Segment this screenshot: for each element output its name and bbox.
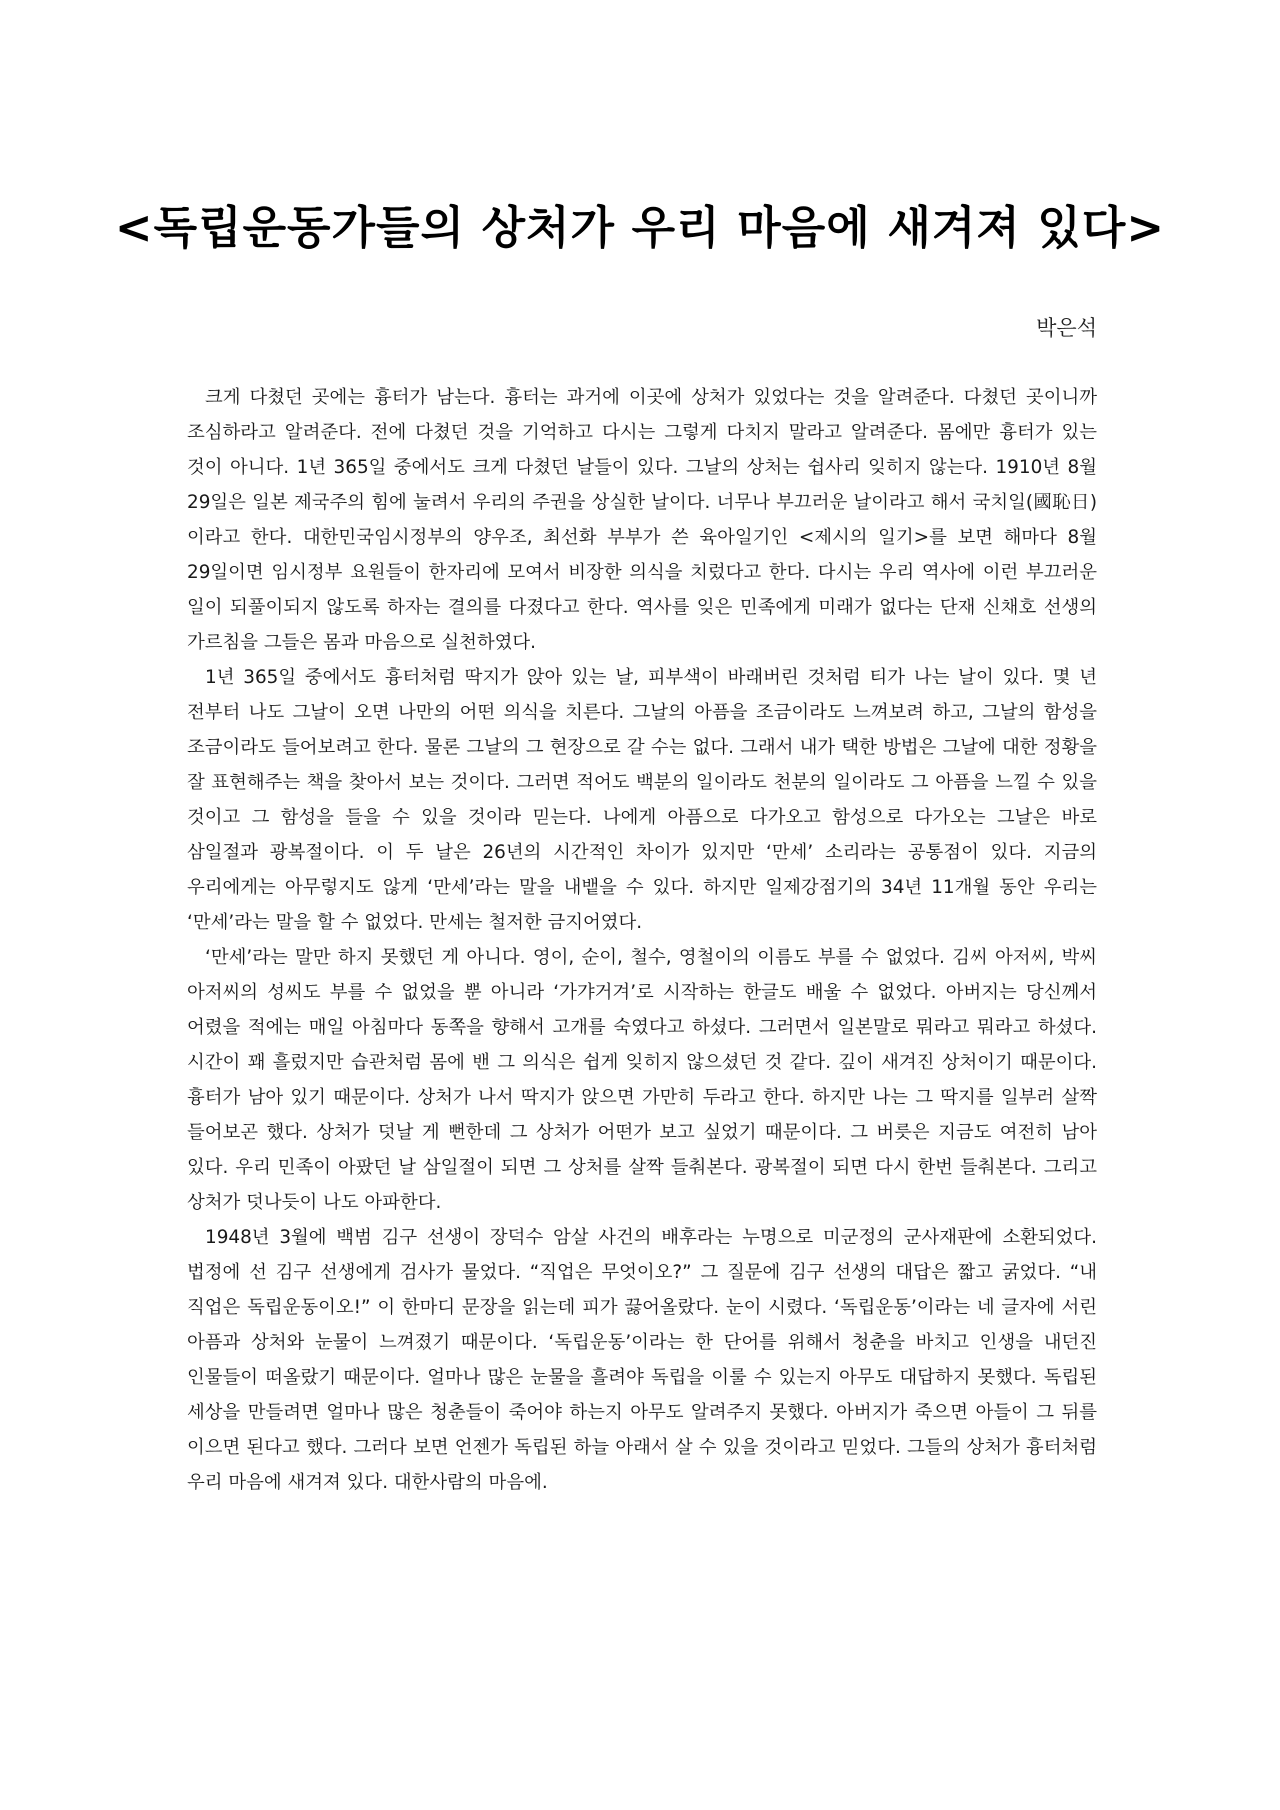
author-name: 박은석 bbox=[1036, 316, 1097, 340]
document-body bbox=[187, 380, 1097, 1500]
paragraph: 1948년 3월에 백범 김구 선생이 장덕수 암살 사건의 배후라는 누명으로 미군정의 군사재판에 소환되었다. 법정에 선 김구 선생에게 검사가 물었다. “직업은 무엇이오?” 그 질문에 김구 선생의 대답은 짧고 굵었다. “내 직업은 독립운동이오!” 이 한마디 문장을 읽는데 피가 끓어올랐다. 눈이 시렸다. ‘독립운동’이라는 네 글자에 서린 아픔과 상처와 눈물이 느껴졌기 때문이다. ‘독립운동’이라는 한 단어를 위해서 청춘을 바치고 인생을 내던진 인물들이 떠올랐기 때문이다. 얼마나 많은 눈물을 흘려야 독립을 이룰 수 있는지 아무도 대답하지 못했다. 독립된 세상을 만들려면 얼마나 많은 청춘들이 죽어야 하는지 아무도 알려주지 못했다. 아버지가 죽으면 아들이 그 뒤를 이으면 된다고 했다. 그러다 보면 언젠가 독립된 하늘 아래서 살 수 있을 것이라고 믿었다. 그들의 상처가 흉터처럼 우리 마음에 새겨져 있다. 대한사람의 마음에. bbox=[187, 1227, 1097, 1493]
paragraph: ‘만세’라는 말만 하지 못했던 게 아니다. 영이, 순이, 철수, 영철이의 이름도 부를 수 없었다. 김씨 아저씨, 박씨 아저씨의 성씨도 부를 수 없었을 뿐 아니라 ‘가갸거겨’로 시작하는 한글도 배울 수 없었다. 아버지는 당신께서 어렸을 적에는 매일 아침마다 동쪽을 향해서 고개를 숙였다고 하셨다. 그러면서 일본말로 뭐라고 뭐라고 하셨다. 시간이 꽤 흘렀지만 습관처럼 몸에 밴 그 의식은 쉽게 잊히지 않으셨던 것 같다. 깊이 새겨진 상처이기 때문이다. 흉터가 남아 있기 때문이다. 상처가 나서 딱지가 앉으면 가만히 두라고 한다. 하지만 나는 그 딱지를 일부러 살짝 들어보곤 했다. 상처가 덧날 게 뻔한데 그 상처가 어떤가 보고 싶었기 때문이다. 그 버릇은 지금도 여전히 남아 있다. 우리 민족이 아팠던 날 삼일절이 되면 그 상처를 살짝 들춰본다. 광복절이 되면 다시 한번 들춰본다. 그리고 상처가 덧나듯이 나도 아파한다. bbox=[187, 947, 1097, 1213]
document-title: <독립운동가들의 상처가 우리 마음에 새겨져 있다> bbox=[114, 201, 1166, 254]
paragraph: 크게 다쳤던 곳에는 흉터가 남는다. 흉터는 과거에 이곳에 상처가 있었다는 것을 알려준다. 다쳤던 곳이니까 조심하라고 알려준다. 전에 다쳤던 것을 기억하고 다시는 그렇게 다치지 말라고 알려준다. 몸에만 흉터가 있는 것이 아니다. 1년 365일 중에서도 크게 다쳤던 날들이 있다. 그날의 상처는 쉽사리 잊히지 않는다. 1910년 8월 29일은 일본 제국주의 힘에 눌려서 우리의 주권을 상실한 날이다. 너무나 부끄러운 날이라고 해서 국치일(國恥日)이라고 한다. 대한민국임시정부의 양우조, 최선화 부부가 쓴 육아일기인 <제시의 일기>를 보면 해마다 8월 29일이면 임시정부 요원들이 한자리에 모여서 비장한 의식을 치렀다고 한다. 다시는 우리 역사에 이런 부끄러운 일이 되풀이되지 않도록 하자는 결의를 다졌다고 한다. 역사를 잊은 민족에게 미래가 없다는 단재 신채호 선생의 가르침을 그들은 몸과 마음으로 실천하였다. bbox=[187, 387, 1097, 653]
paragraph: 1년 365일 중에서도 흉터처럼 딱지가 앉아 있는 날, 피부색이 바래버린 것처럼 티가 나는 날이 있다. 몇 년 전부터 나도 그날이 오면 나만의 어떤 의식을 치른다. 그날의 아픔을 조금이라도 느껴보려 하고, 그날의 함성을 조금이라도 들어보려고 한다. 물론 그날의 그 현장으로 갈 수는 없다. 그래서 내가 택한 방법은 그날에 대한 정황을 잘 표현해주는 책을 찾아서 보는 것이다. 그러면 적어도 백분의 일이라도 천분의 일이라도 그 아픔을 느낄 수 있을 것이고 그 함성을 들을 수 있을 것이라 믿는다. 나에게 아픔으로 다가오고 함성으로 다가오는 그날은 바로 삼일절과 광복절이다. 이 두 날은 26년의 시간적인 차이가 있지만 ‘만세’ 소리라는 공통점이 있다. 지금의 우리에게는 아무렇지도 않게 ‘만세’라는 말을 내뱉을 수 있다. 하지만 일제강점기의 34년 11개월 동안 우리는 ‘만세’라는 말을 할 수 없었다. 만세는 철저한 금지어였다. bbox=[187, 667, 1097, 933]
